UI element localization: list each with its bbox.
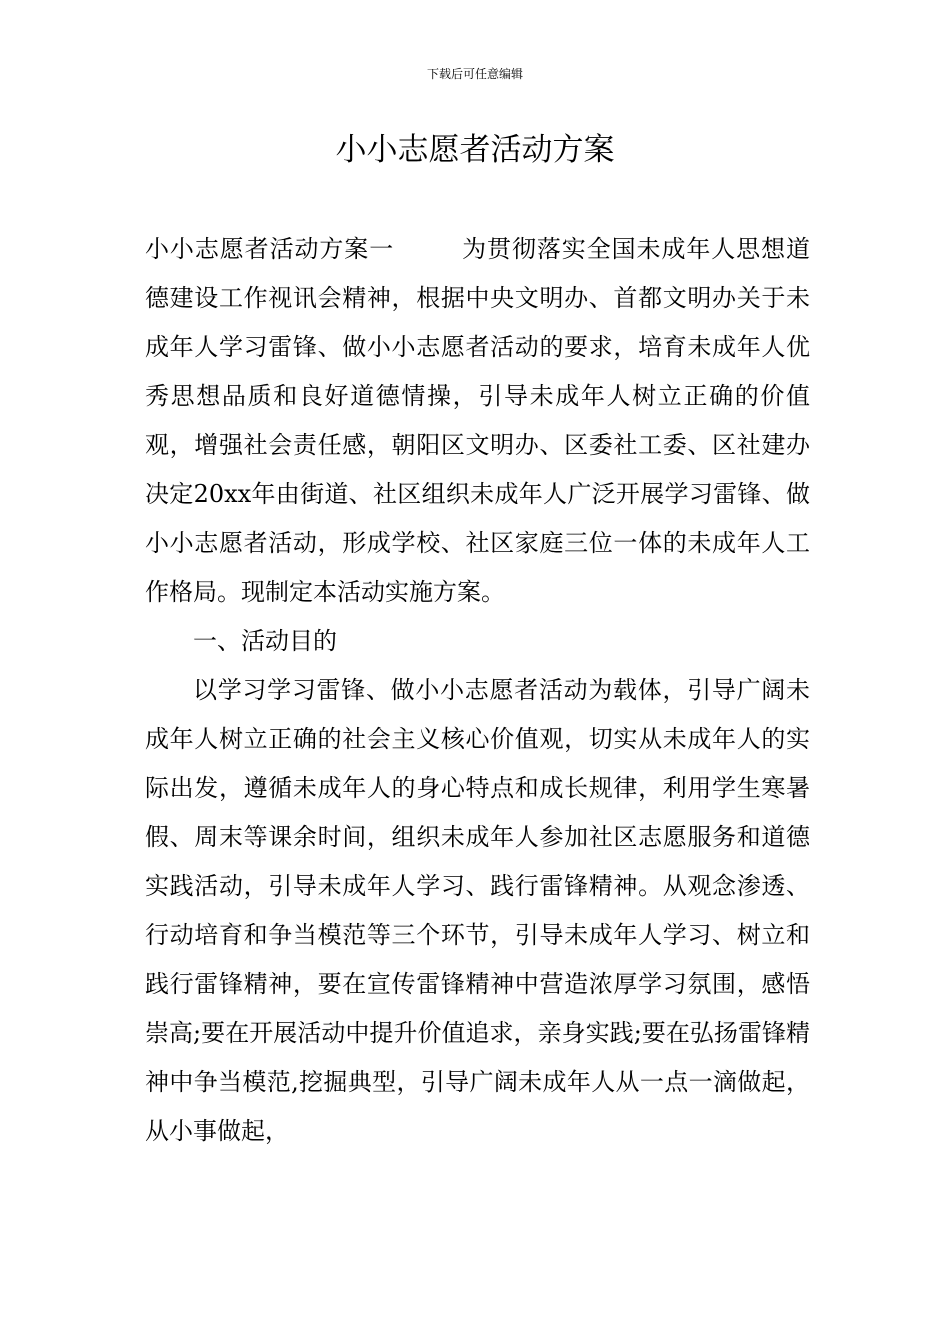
intro-label: 小小志愿者活动方案一 [145,235,395,263]
intro-text: 为贯彻落实全国未成年人思想道德建设工作视讯会精神，根据中央文明办、首都文明办关于未成年人学习雷锋、做小小志愿者活动的要求，培育未成年人优秀思想品质和良好道德情操，引导未成年人树立正确的价值观，增强社会责任感，朝阳区文明办、区委社工委、区社建办决定20xx年由街道、社区组织未成年人广泛开展学习雷锋、做小小志愿者活动，形成学校、社区家庭三位一体的未成年人工作格局。现制定本活动实施方案。 [145,235,811,606]
document-title: 小小志愿者活动方案 [335,132,615,168]
document-body [145,225,810,1156]
header-note: 下载后可任意编辑 [426,67,523,81]
section-paragraph: 以学习学习雷锋、做小小志愿者活动为载体，引导广阔未成年人树立正确的社会主义核心价值观，切实从未成年人的实际出发，遵循未成年人的身心特点和成长规律，利用学生寒暑假、周末等课余时间，组织未成年人参加社区志愿服务和道德实践活动，引导未成年人学习、践行雷锋精神。从观念渗透、行动培育和争当模范等三个环节，引导未成年人学习、树立和践行雷锋精神，要在宣传雷锋精神中营造浓厚学习氛围，感悟崇高;要在开展活动中提升价值追求，亲身实践;要在弘扬雷锋精神中争当模范,挖掘典型，引导广阔未成年人从一点一滴做起，从小事做起， [145,676,810,1145]
section-heading: 一、活动目的 [193,627,337,655]
intro-paragraph [145,225,810,617]
